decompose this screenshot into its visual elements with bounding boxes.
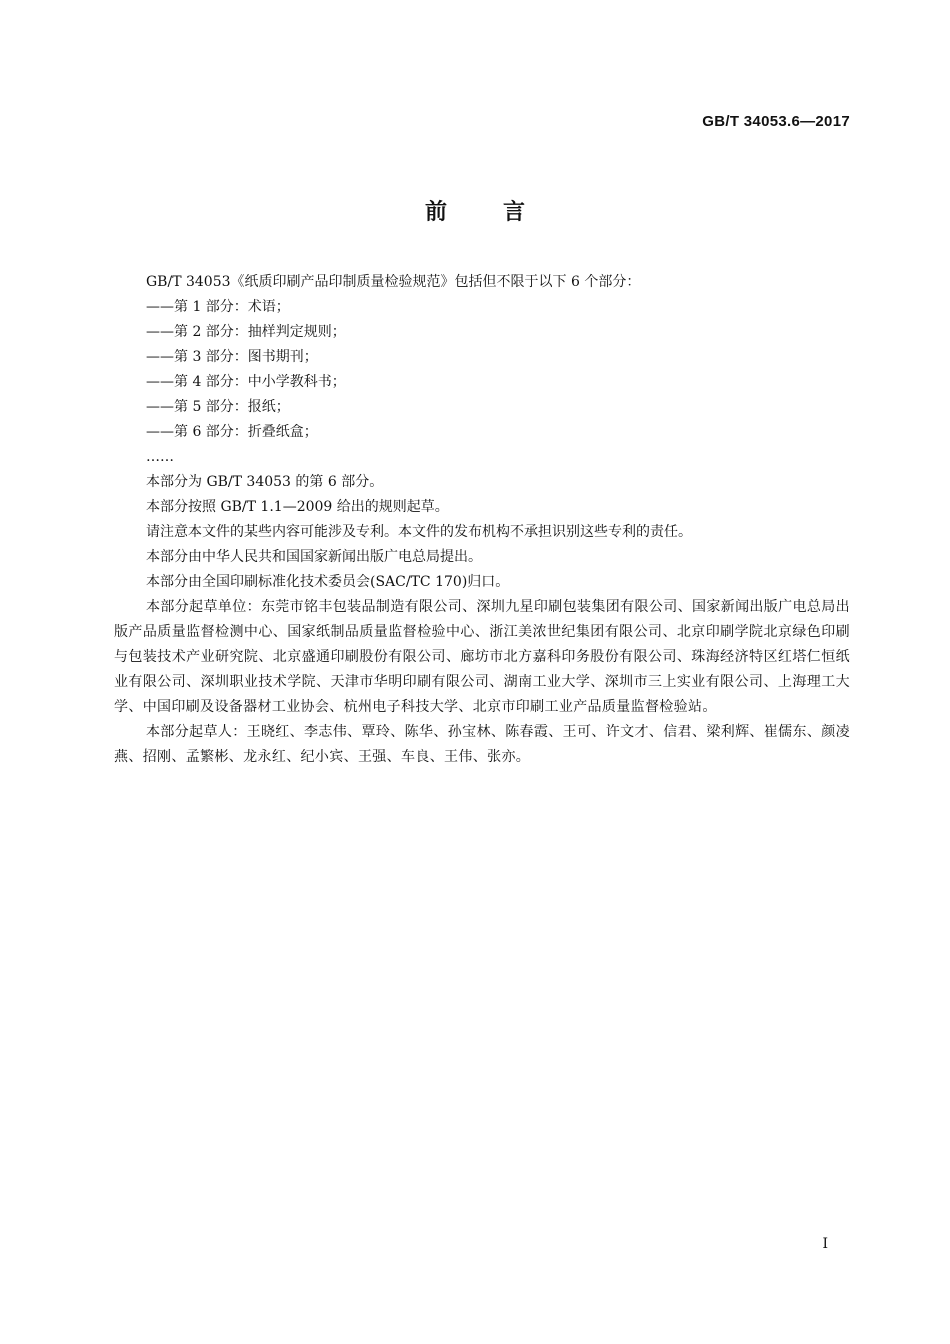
part-list-item: ——第 3 部分：图书期刊； xyxy=(146,349,318,365)
part-list-item: ——第 6 部分：折叠纸盒； xyxy=(146,424,318,440)
standard-number: GB/T 34053.6—2017 xyxy=(702,113,850,130)
page-number: I xyxy=(822,1236,828,1252)
drafting-units-paragraph: 本部分起草单位：东莞市铭丰包装品制造有限公司、深圳九星印刷包装集团有限公司、国家新闻出版广电总局出版产品质量监督检测中心、国家纸制品质量监督检验中心、浙江美浓世纪集团有限公司、北京印刷学院北京绿色印刷与包装技术产业研究院、北京盛通印刷股份有限公司、廊坊市北方嘉科印务股份有限公司、珠海经济特区红塔仁恒纸业有限公司、深圳职业技术学院、天津市华明印刷有限公司、湖南工业大学、深圳市三上实业有限公司、上海理工大学、中国印刷及设备器材工业协会、杭州电子科技大学、北京市印刷工业产品质量监督检验站。 xyxy=(114,599,850,715)
statement-proposed-by: 本部分由中华人民共和国国家新闻出版广电总局提出。 xyxy=(146,549,482,565)
statement-centralized-by: 本部分由全国印刷标准化技术委员会(SAC/TC 170)归口。 xyxy=(146,574,510,590)
page-title: 前言 xyxy=(424,200,581,225)
statement-drafting-rules: 本部分按照 GB/T 1.1—2009 给出的规则起草。 xyxy=(146,499,449,515)
part-list-ellipsis: …… xyxy=(146,449,174,465)
foreword-body xyxy=(114,270,850,770)
part-list-item: ——第 2 部分：抽样判定规则； xyxy=(146,324,346,340)
statement-patent-notice: 请注意本文件的某些内容可能涉及专利。本文件的发布机构不承担识别这些专利的责任。 xyxy=(146,524,692,540)
part-list-item: ——第 5 部分：报纸； xyxy=(146,399,290,415)
foreword-intro: GB/T 34053《纸质印刷产品印制质量检验规范》包括但不限于以下 6 个部分： xyxy=(146,274,641,290)
drafters-paragraph: 本部分起草人：王晓红、李志伟、覃玲、陈华、孙宝林、陈春霞、王可、许文才、信君、梁利辉、崔儒东、颜凌燕、招刚、孟繁彬、龙永红、纪小宾、王强、车良、王伟、张亦。 xyxy=(114,724,850,765)
part-list-item: ——第 1 部分：术语； xyxy=(146,299,290,315)
part-list-item: ——第 4 部分：中小学教科书； xyxy=(146,374,346,390)
statement-part-number: 本部分为 GB/T 34053 的第 6 部分。 xyxy=(146,474,384,490)
